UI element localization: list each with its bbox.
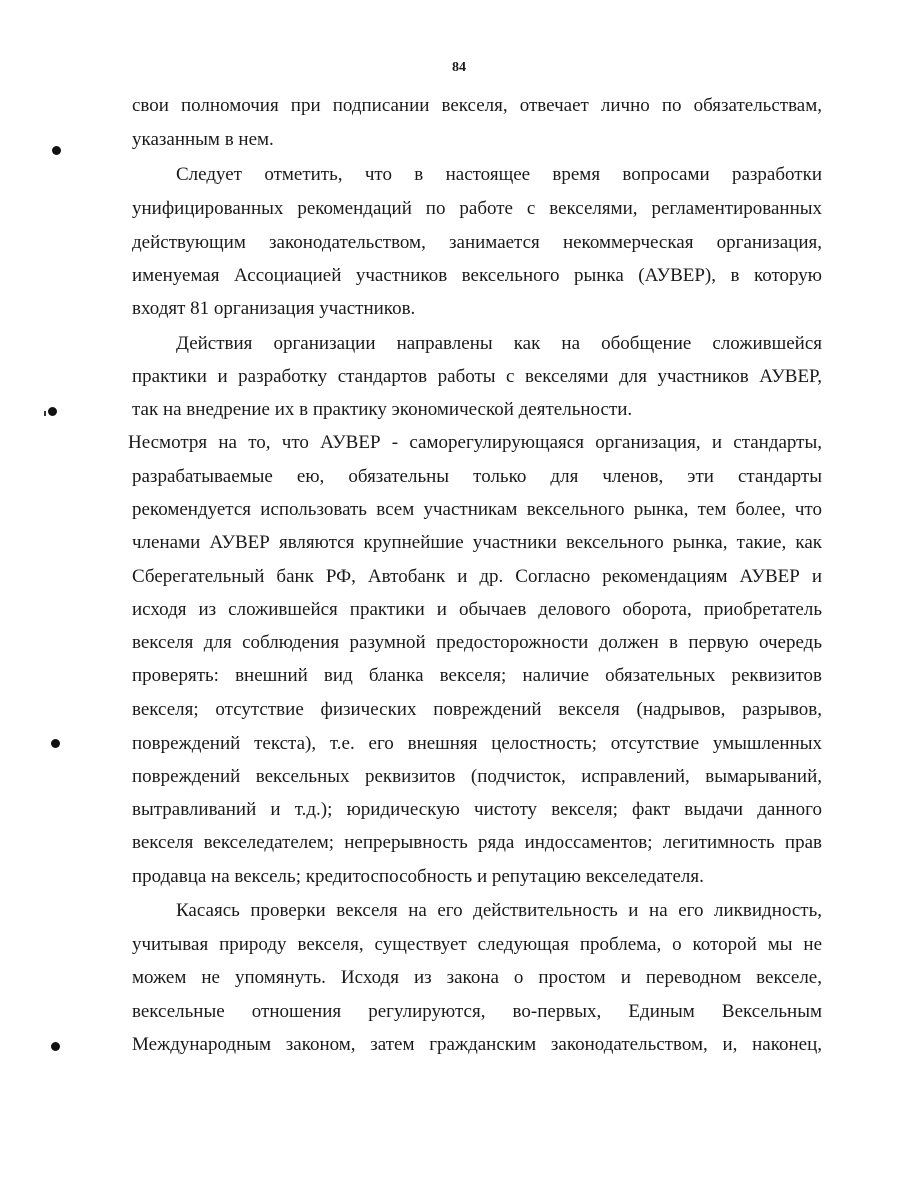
text-line: Следует отметить, что в настоящее время вопросами разработки [176, 164, 822, 185]
text-line: входят 81 организация участников. [132, 298, 416, 319]
text-line: исходя из сложившейся практики и обычаев делового оборота, приобретатель [132, 599, 822, 620]
text-line: Сберегательный банк РФ, Автобанк и др. Согласно рекомендациям АУВЕР и [132, 566, 822, 587]
text-line: учитывая природу векселя, существует следующая проблема, о которой мы не [132, 934, 822, 955]
text-line: повреждений вексельных реквизитов (подчисток, исправлений, вымарываний, [132, 766, 822, 787]
text-line: так на внедрение их в практику экономической деятельности. [132, 399, 633, 420]
text-line: вексельные отношения регулируются, во-первых, Единым Вексельным [132, 1001, 822, 1022]
binder-hole-dot [51, 1042, 60, 1051]
text-line: унифицированных рекомендаций по работе с векселями, регламентированных [132, 198, 822, 219]
text-line: вытравливаний и т.д.); юридическую чистоту векселя; факт выдачи данного [132, 799, 822, 820]
binder-hole-dot [51, 739, 60, 748]
text-line: действующим законодательством, занимается некоммерческая организация, [132, 232, 822, 253]
text-line: членами АУВЕР являются крупнейшие участники вексельного рынка, такие, как [132, 532, 822, 553]
binder-mark [44, 411, 46, 416]
text-line: продавца на вексель; кредитоспособность и репутацию векселедателя. [132, 866, 704, 887]
binder-hole-dot [48, 407, 57, 416]
text-line: практики и разработку стандартов работы с векселями для участников АУВЕР, [132, 366, 822, 387]
text-line: Несмотря на то, что АУВЕР - саморегулирующаяся организация, и стандарты, [128, 432, 822, 453]
text-line: свои полномочия при подписании векселя, отвечает лично по обязательствам, [132, 95, 822, 116]
text-line: Касаясь проверки векселя на его действительность и на его ликвидность, [176, 900, 822, 921]
text-line: разрабатываемые ею, обязательны только для членов, эти стандарты [132, 466, 822, 487]
text-line: векселя; отсутствие физических повреждений векселя (надрывов, разрывов, [132, 699, 822, 720]
text-line: Международным законом, затем гражданским законодательством, и, наконец, [132, 1034, 822, 1055]
binder-hole-dot [52, 146, 61, 155]
text-line: проверять: внешний вид бланка векселя; наличие обязательных реквизитов [132, 665, 822, 686]
text-line: указанным в нем. [132, 129, 274, 150]
text-line: можем не упомянуть. Исходя из закона о простом и переводном векселе, [132, 967, 822, 988]
text-line: Действия организации направлены как на обобщение сложившейся [176, 333, 822, 354]
text-line: рекомендуется использовать всем участникам вексельного рынка, тем более, что [132, 499, 822, 520]
text-line: повреждений текста), т.е. его внешняя целостность; отсутствие умышленных [132, 733, 822, 754]
text-line: векселя для соблюдения разумной предосторожности должен в первую очередь [132, 632, 822, 653]
page-number: 84 [452, 60, 466, 75]
text-line: именуемая Ассоциацией участников вексельного рынка (АУВЕР), в которую [132, 265, 822, 286]
text-line: векселя векселедателем; непрерывность ряда индоссаментов; легитимность прав [132, 832, 822, 853]
